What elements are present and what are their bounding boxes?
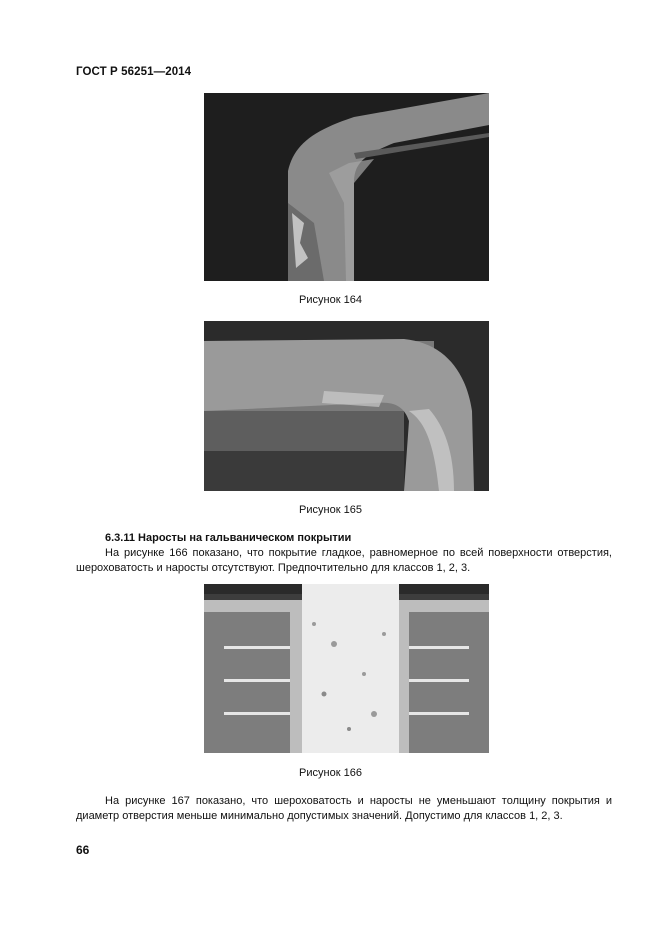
section-title: 6.3.11 Наросты на гальваническом покрытии <box>105 532 352 544</box>
document-code: ГОСТ Р 56251—2014 <box>76 66 192 78</box>
figure-166-image <box>204 584 489 753</box>
paragraph-2 <box>76 794 612 824</box>
figure-164-image <box>204 93 489 281</box>
figure-165-caption: Рисунок 165 <box>299 504 362 516</box>
paragraph-1-text: На рисунке 166 показано, что покрытие гладкое, равномерное по всей поверхности отверстия, шероховатость и наросты отсутствуют. Предпочтительно для классов 1, 2, 3. <box>76 547 612 574</box>
page-number: 66 <box>76 843 90 857</box>
figure-165-image <box>204 321 489 491</box>
paragraph-2-text: На рисунке 167 показано, что шероховатость и наросты не уменьшают толщину покрытия и диаметр отверстия меньше минимально допустимых значений. Допустимо для классов 1, 2, 3. <box>76 795 612 822</box>
figure-166-caption: Рисунок 166 <box>299 767 362 779</box>
figure-164-caption: Рисунок 164 <box>299 294 362 306</box>
paragraph-1 <box>76 546 612 576</box>
